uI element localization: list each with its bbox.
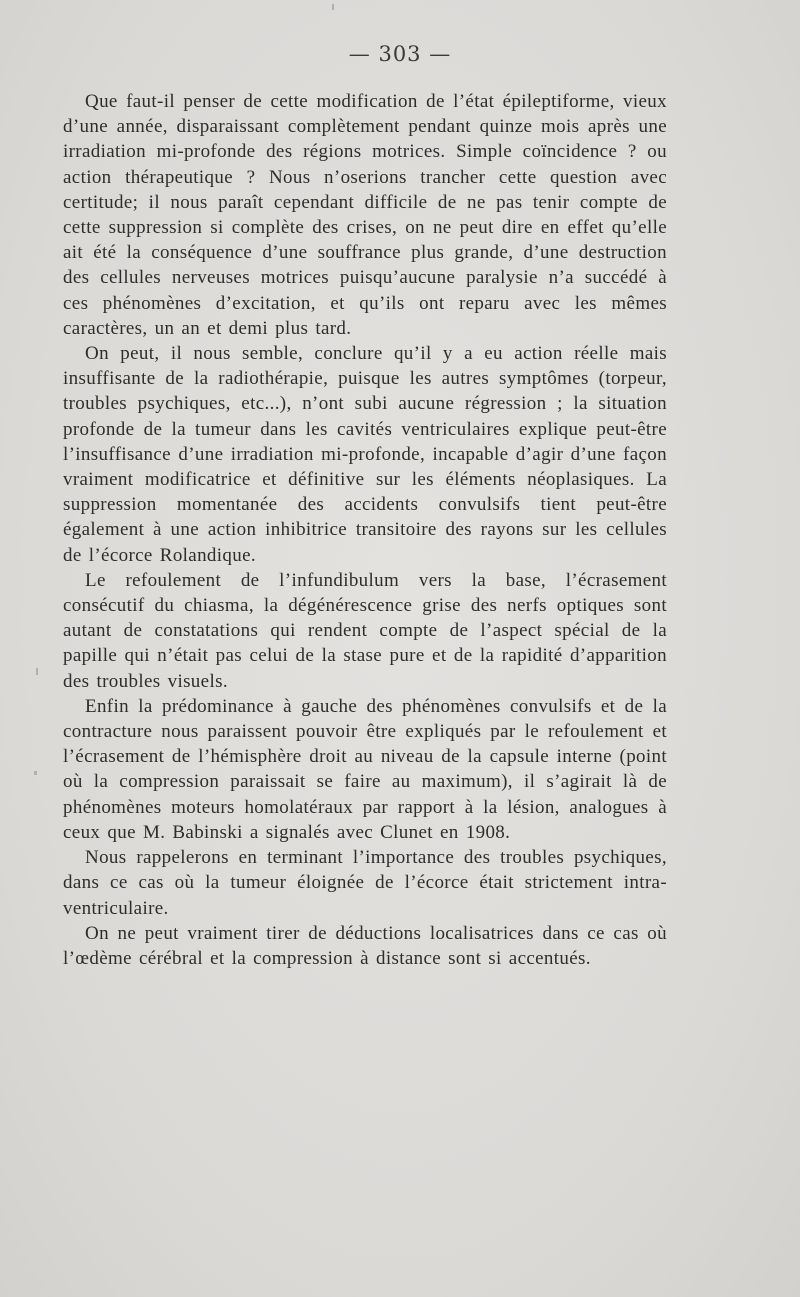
page-number: — 303 — xyxy=(348,42,452,66)
paragraph: Le refoulement de l’infundibulum vers la base, l’écrasement consécutif du chiasma, la dégénérescence grise des nerfs optiques sont autant de constatations qui rendent compte de l’aspect spécial de la papille qui n’était pas celui de la stase pure et de la rapidité d’apparition des troubles visuels. xyxy=(63,569,667,692)
paragraph: On ne peut vraiment tirer de déductions localisatrices dans ce cas où l’œdème cérébral et la compression à distance sont si accentués. xyxy=(63,922,667,969)
paragraph: Que faut-il penser de cette modification de l’état épileptiforme, vieux d’une année, disparaissant complètement pendant quinze mois après une irradiation mi-profonde des régions motrices. Simple coïncidence ? ou action thérapeutique ? Nous n’oserions trancher cette question avec certitude; il nous paraît cependant difficile de ne pas tenir compte de cette suppression si complète des crises, on ne peut dire en effet qu’elle ait été la conséquence d’une souffrance plus grande, d’une destruction des cellules nerveuses motrices puisqu’aucune paralysie n’a succédé à ces phénomènes d’excitation, et qu’ils ont reparu avec les mêmes caractères, un an et demi plus tard. xyxy=(63,91,667,339)
paragraph: Enfin la prédominance à gauche des phénomènes convulsifs et de la contracture nous paraissent pouvoir être expliqués par le refoulement et l’écrasement de l’hémisphère droit au niveau de la capsule interne (point où la compression paraissait se faire au maximum), il s’agirait là de phénomènes moteurs homolatéraux par rapport à la lésion, analogues à ceux que M. Babinski a signalés avec Clunet en 1908. xyxy=(63,695,667,843)
body-text xyxy=(63,89,667,971)
scan-speck xyxy=(332,4,334,10)
scan-speck xyxy=(36,668,38,675)
paragraph: On peut, il nous semble, conclure qu’il y a eu action réelle mais insuffisante de la radiothérapie, puisque les autres symptômes (torpeur, troubles psychiques, etc...), n’ont subi aucune régression ; la situation profonde de la tumeur dans les cavités ventriculaires explique peut-être l’insuffisance d’une irradiation mi-profonde, incapable d’agir d’une façon vraiment modificatrice et définitive sur les éléments néoplasiques. La suppression momentanée des accidents convulsifs tient peut-être également à une action inhibitrice transitoire des rayons sur les cellules de l’écorce Rolandique. xyxy=(63,343,667,566)
scan-speck xyxy=(34,771,37,775)
paragraph: Nous rappelerons en terminant l’importance des troubles psychiques, dans ce cas où la tumeur éloignée de l’écorce était strictement intra-ventriculaire. xyxy=(63,847,667,919)
